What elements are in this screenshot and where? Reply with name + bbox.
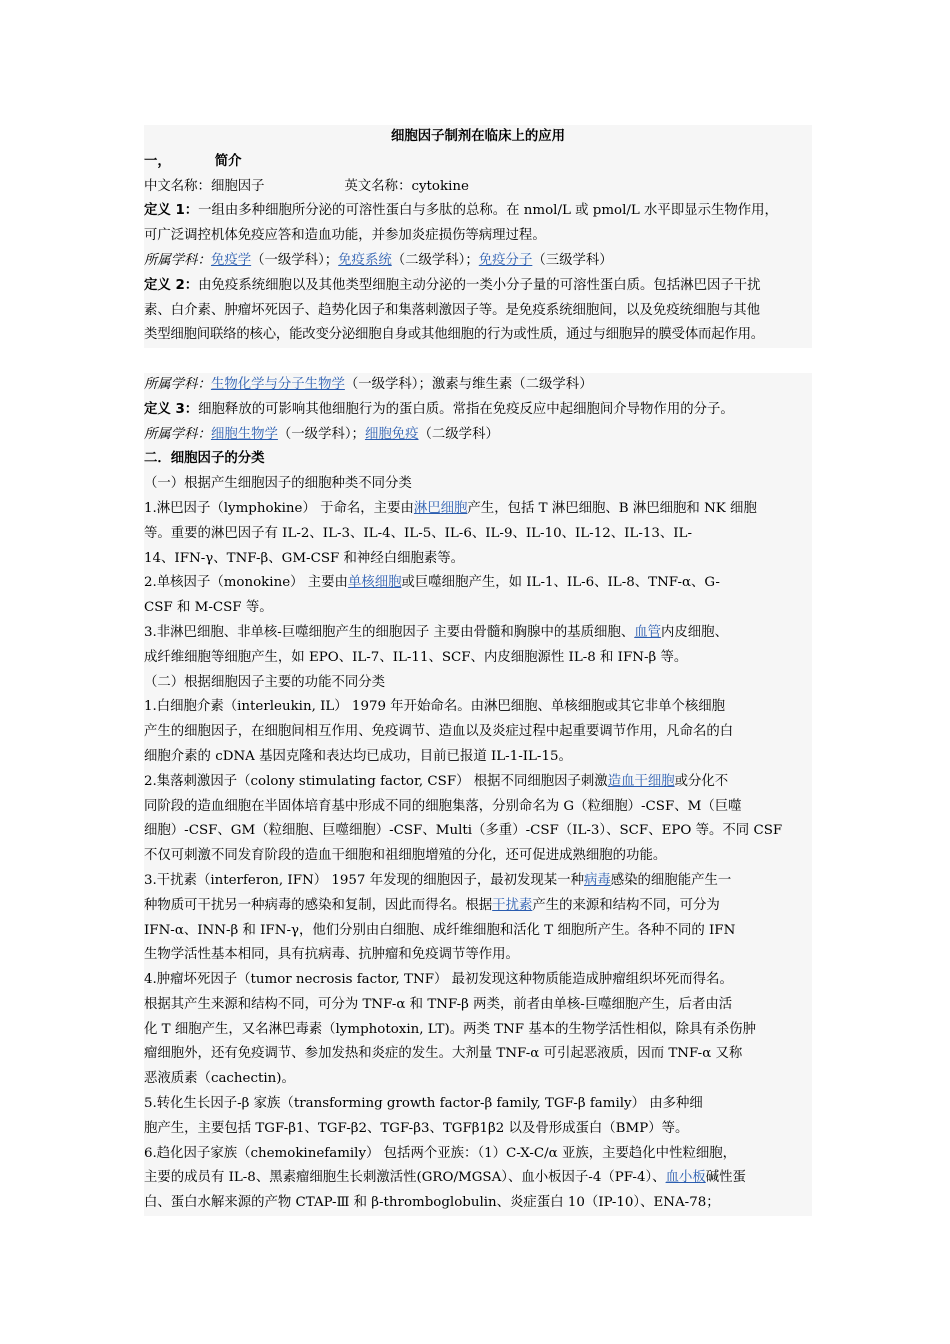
link-cellular-immunity[interactable]: 细胞免疫 <box>364 426 419 442</box>
subject-line-2 <box>144 373 812 398</box>
link-monocyte[interactable]: 单核细胞 <box>347 575 402 591</box>
link-hematopoietic-stem-cell[interactable]: 造血干细胞 <box>607 773 675 789</box>
item-text: 2.集落刺激因子（colony stimulating factor, CSF） 根据不同细胞因子刺激 <box>144 773 608 789</box>
definition-2-label: 定义 2： <box>144 277 199 293</box>
definition-3-text: 细胞释放的可影响其他细胞行为的蛋白质。常指在免疫反应中起细胞间介导物作用的分子。 <box>198 401 734 417</box>
link-biochemistry[interactable]: 生物化学与分子生物学 <box>210 376 345 392</box>
item-text: 主要的成员有 IL-8、黑素瘤细胞生长刺激活性(GRO/MGSA）、血小板因子-4（PF-4）、 <box>144 1170 666 1186</box>
subject-prefix: 所属学科： <box>144 426 211 442</box>
definition-1-label: 定义 1： <box>144 203 199 219</box>
chinese-name: 中文名称：细胞因子 <box>144 178 265 194</box>
function-2-line-1 <box>144 770 812 795</box>
item-text: 产生，包括 T 淋巴细胞、B 淋巴细胞和 NK 细胞 <box>467 500 757 516</box>
item-1-line-1 <box>144 497 812 522</box>
item-text: 或巨噬细胞产生，如 IL-1、IL-6、IL-8、TNF-α、G- <box>401 575 720 591</box>
subject-level: （二级学科）； <box>391 252 479 268</box>
definition-2-line-2: 素、白介素、肿瘤坏死因子、趋势化因子和集落刺激因子等。是免疫系统细胞间，以及免疫统细胞与其他 <box>144 299 812 324</box>
item-text: 3.非淋巴细胞、非单核-巨噬细胞产生的细胞因子 主要由骨髓和胸腺中的基质细胞、 <box>144 624 635 640</box>
subject-prefix: 所属学科： <box>144 376 211 392</box>
section-1-label: 简介 <box>214 153 242 169</box>
function-5-line-1: 5.转化生长因子-β 家族（transforming growth factor-β family, TGF-β family） 由多种细 <box>144 1092 812 1117</box>
function-2-line-2: 同阶段的造血细胞在半固体培育基中形成不同的细胞集落，分别命名为 G（粒细胞）-CSF、M（巨噬 <box>144 795 812 820</box>
function-3-line-2 <box>144 894 812 919</box>
item-2-line-1 <box>144 571 812 596</box>
item-text: 产生的来源和结构不同，可分为 <box>532 897 720 913</box>
item-3-line-2: 成纤维细胞等细胞产生，如 EPO、IL-7、IL-11、SCF、内皮细胞源性 IL-8 和 IFN-β 等。 <box>144 646 812 671</box>
definition-2-line-3: 类型细胞间联络的核心，能改变分泌细胞自身或其他细胞的行为或性质，通过与细胞异的膜受体而起作用。 <box>144 323 812 348</box>
section-1-number: 一， <box>144 153 171 169</box>
definition-3-line-1 <box>144 398 812 423</box>
definition-1-text: 一组由多种细胞所分泌的可溶性蛋白与多肽的总称。在 nmol/L 或 pmol/L 水平即显示生物作用， <box>198 203 778 219</box>
item-1-line-2: 等。重要的淋巴因子有 IL-2、IL-3、IL-4、IL-5、IL-6、IL-9、IL-10、IL-12、IL-13、IL- <box>144 522 812 547</box>
section-2-heading: 二．细胞因子的分类 <box>144 447 812 472</box>
item-text: 或分化不 <box>674 773 729 789</box>
subject-level: （一级学科）； <box>277 426 365 442</box>
item-text: 2.单核因子（monokine） 主要由 <box>144 575 348 591</box>
item-text: 感染的细胞能产生一 <box>610 872 732 888</box>
function-6-line-2 <box>144 1166 812 1191</box>
function-6-line-1: 6.趋化因子家族（chemokinefamily） 包括两个亚族：（1）C-X-C/α 亚族，主要趋化中性粒细胞， <box>144 1142 812 1167</box>
section-1-heading <box>144 150 812 175</box>
definition-3-label: 定义 3： <box>144 401 199 417</box>
function-4-line-4: 瘤细胞外，还有免疫调节、参加发热和炎症的发生。大剂量 TNF-α 可引起恶液质，因而 TNF-α 又称 <box>144 1042 812 1067</box>
blank-line <box>144 348 812 373</box>
item-text: 1.淋巴因子（lymphokine） 于命名，主要由 <box>144 500 414 516</box>
item-2-line-2: CSF 和 M-CSF 等。 <box>144 596 812 621</box>
subject-level: （一级学科）；激素与维生素（二级学科） <box>344 376 593 392</box>
subsection-2-heading: （二）根据细胞因子主要的功能不同分类 <box>144 671 812 696</box>
function-4-line-5: 恶液质素（cachectin)。 <box>144 1067 812 1092</box>
link-blood-vessel[interactable]: 血管 <box>634 624 662 640</box>
item-text: 内皮细胞、 <box>661 624 728 640</box>
function-1-line-1: 1.白细胞介素（interleukin, IL） 1979 年开始命名。由淋巴细胞、单核细胞或其它非单个核细胞 <box>144 695 812 720</box>
function-3-line-3: IFN-α、INN-β 和 IFN-γ，他们分别由白细胞、成纤维细胞和活化 T 细胞所产生。各种不同的 IFN <box>144 919 812 944</box>
function-2-line-3: 细胞）-CSF、GM（粒细胞、巨噬细胞）-CSF、Multi（多重）-CSF（IL-3）、SCF、EPO 等。不同 CSF <box>144 819 812 844</box>
item-text: 种物质可干扰另一种病毒的感染和复制，因此而得名。根据 <box>144 897 493 913</box>
function-4-line-3: 化 T 细胞产生，又名淋巴毒素（lymphotoxin, LT)。两类 TNF 基本的生物学活性相似，除具有杀伤肿 <box>144 1018 812 1043</box>
function-3-line-4: 生物学活性基本相同，具有抗病毒、抗肿瘤和免疫调节等作用。 <box>144 943 812 968</box>
definition-1-line-1 <box>144 199 812 224</box>
document-body <box>144 125 812 1216</box>
subject-level: （一级学科）； <box>251 252 339 268</box>
definition-2-line-1 <box>144 274 812 299</box>
document-title: 细胞因子制剂在临床上的应用 <box>144 125 812 150</box>
subject-level: （三级学科） <box>532 252 613 268</box>
link-immune-molecule[interactable]: 免疫分子 <box>478 252 533 268</box>
subject-prefix: 所属学科： <box>144 252 211 268</box>
link-interferon[interactable]: 干扰素 <box>492 897 533 913</box>
function-1-line-2: 产生的细胞因子，在细胞间相互作用、免疫调节、造血以及炎症过程中起重要调节作用，凡命名的白 <box>144 720 812 745</box>
link-immunology[interactable]: 免疫学 <box>210 252 252 268</box>
item-1-line-3: 14、IFN-γ、TNF-β、GM-CSF 和神经白细胞素等。 <box>144 547 812 572</box>
item-text: 3.干扰素（interferon, IFN） 1957 年发现的细胞因子，最初发现某一种 <box>144 872 584 888</box>
function-2-line-4: 不仅可刺激不同发育阶段的造血干细胞和祖细胞增殖的分化，还可促进成熟细胞的功能。 <box>144 844 812 869</box>
item-text: 碱性蛋 <box>705 1170 746 1186</box>
definition-1-line-2: 可广泛调控机体免疫应答和造血功能，并参加炎症损伤等病理过程。 <box>144 224 812 249</box>
function-3-line-1 <box>144 869 812 894</box>
link-lymphocyte[interactable]: 淋巴细胞 <box>413 500 468 516</box>
link-virus[interactable]: 病毒 <box>583 872 611 888</box>
subject-line-1 <box>144 249 812 274</box>
function-1-line-3: 细胞介素的 cDNA 基因克隆和表达均已成功，目前已报道 IL-1-IL-15。 <box>144 745 812 770</box>
function-5-line-2: 胞产生，主要包括 TGF-β1、TGF-β2、TGF-β3、TGFβ1β2 以及骨形成蛋白（BMP）等。 <box>144 1117 812 1142</box>
link-immune-system[interactable]: 免疫系统 <box>338 252 392 268</box>
link-cell-biology[interactable]: 细胞生物学 <box>210 426 278 442</box>
english-name: 英文名称：cytokine <box>344 178 469 194</box>
function-4-line-1: 4.肿瘤坏死因子（tumor necrosis factor, TNF） 最初发现这种物质能造成肿瘤组织坏死而得名。 <box>144 968 812 993</box>
subject-line-3 <box>144 423 812 448</box>
subject-level: （二级学科） <box>418 426 499 442</box>
name-line <box>144 175 812 200</box>
function-6-line-3: 白、蛋白水解来源的产物 CTAP-Ⅲ 和 β-thromboglobulin、炎症蛋白 10（IP-10）、ENA-78； <box>144 1191 812 1216</box>
subsection-1-heading: （一）根据产生细胞因子的细胞种类不同分类 <box>144 472 812 497</box>
function-4-line-2: 根据其产生来源和结构不同，可分为 TNF-α 和 TNF-β 两类，前者由单核-巨噬细胞产生，后者由活 <box>144 993 812 1018</box>
definition-2-text: 由免疫系统细胞以及其他类型细胞主动分泌的一类小分子量的可溶性蛋白质。包括淋巴因子干扰 <box>198 277 761 293</box>
item-3-line-1 <box>144 621 812 646</box>
link-platelet[interactable]: 血小板 <box>665 1170 706 1186</box>
